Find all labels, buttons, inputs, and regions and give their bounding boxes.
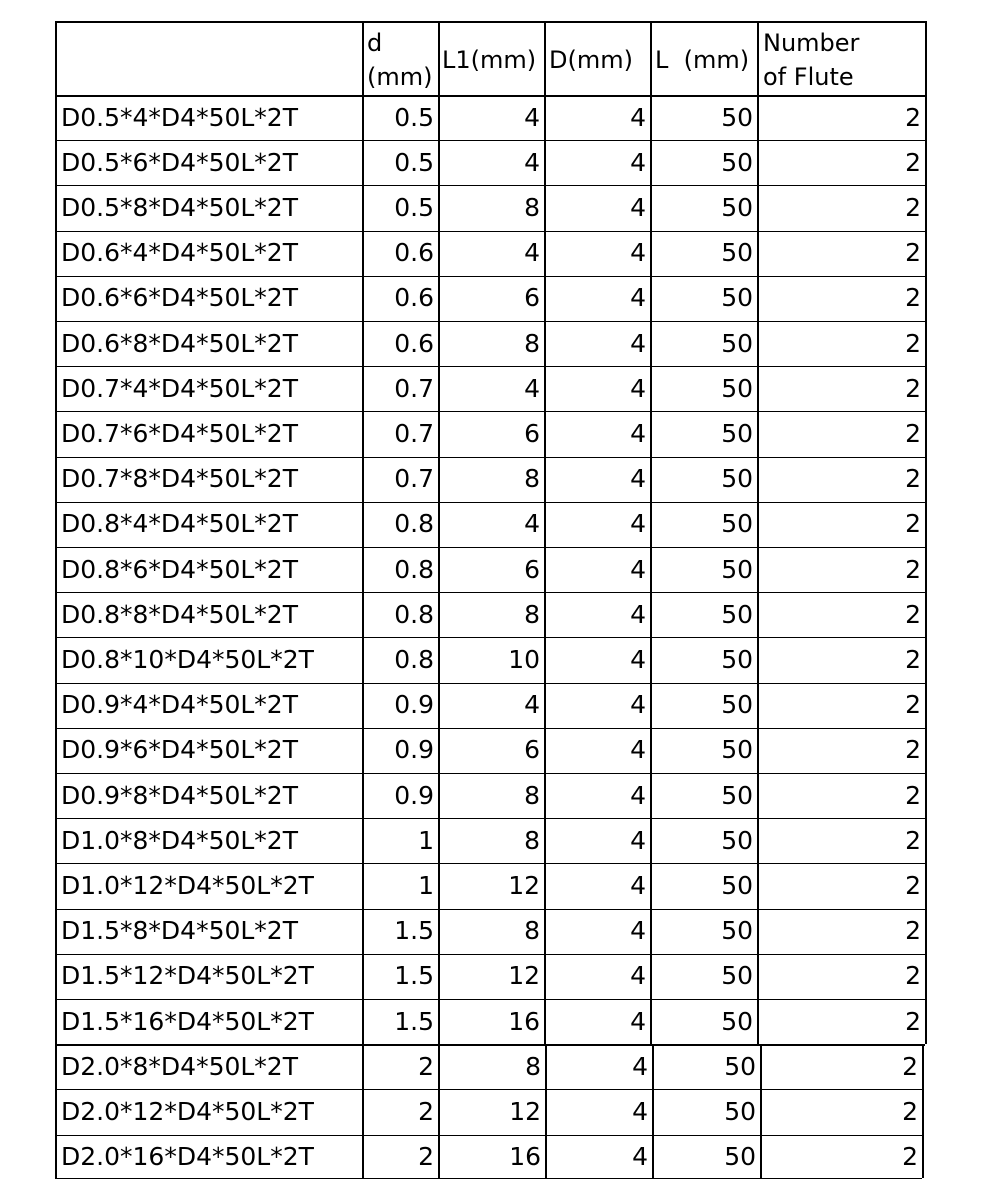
cell-d: 0.6 — [394, 328, 434, 358]
cell-flutes: 2 — [902, 1142, 918, 1172]
cell-name: D2.0*12*D4*50L*2T — [61, 1097, 314, 1126]
grid-line — [55, 637, 925, 638]
cell-l1: 8 — [524, 464, 540, 494]
cell-name: D0.8*4*D4*50L*2T — [61, 509, 298, 539]
cell-big-d: 4 — [630, 373, 646, 403]
cell-l1: 4 — [524, 102, 540, 132]
grid-line — [55, 411, 925, 412]
grid-line — [55, 457, 925, 458]
cell-l1: 16 — [508, 1006, 540, 1036]
cell-name: D0.6*4*D4*50L*2T — [61, 238, 298, 268]
cell-big-l: 50 — [721, 193, 753, 222]
grid-line — [55, 1089, 922, 1090]
grid-line — [55, 502, 925, 503]
cell-big-l: 50 — [721, 825, 753, 855]
cell-flutes: 2 — [905, 328, 921, 358]
cell-d: 2 — [418, 1142, 434, 1172]
header-l1: L1(mm) — [442, 46, 537, 74]
cell-d: 0.6 — [394, 238, 434, 268]
cell-big-d: 4 — [630, 464, 646, 494]
cell-d: 1.5 — [394, 1006, 434, 1036]
cell-big-d: 4 — [630, 554, 646, 584]
grid-line — [55, 366, 925, 367]
cell-big-d: 4 — [630, 283, 646, 313]
cell-big-l: 50 — [721, 735, 753, 765]
cell-d: 0.5 — [394, 147, 434, 177]
cell-d: 0.8 — [394, 509, 434, 539]
cell-name: D0.9*8*D4*50L*2T — [61, 780, 298, 810]
cell-d: 0.6 — [394, 283, 434, 313]
cell-flutes: 2 — [905, 509, 921, 539]
cell-big-d: 4 — [630, 328, 646, 358]
cell-big-d: 4 — [630, 193, 646, 222]
grid-line — [925, 21, 927, 1044]
cell-flutes: 2 — [905, 780, 921, 810]
cell-big-d: 4 — [630, 1006, 646, 1036]
cell-flutes: 2 — [905, 599, 921, 629]
cell-l1: 8 — [524, 599, 540, 629]
cell-big-l: 50 — [721, 102, 753, 132]
cell-big-d: 4 — [632, 1097, 648, 1126]
grid-line — [55, 909, 925, 910]
cell-flutes: 2 — [905, 871, 921, 900]
cell-l1: 8 — [524, 916, 540, 946]
header-flutes: Number — [763, 29, 860, 57]
cell-big-d: 4 — [630, 419, 646, 448]
cell-big-l: 50 — [721, 780, 753, 810]
cell-big-l: 50 — [721, 238, 753, 268]
cell-big-l: 50 — [721, 283, 753, 313]
cell-big-l: 50 — [721, 961, 753, 991]
cell-flutes: 2 — [905, 961, 921, 991]
grid-line — [55, 547, 925, 548]
cell-big-d: 4 — [632, 1142, 648, 1172]
header-d: d — [367, 29, 383, 57]
cell-flutes: 2 — [905, 193, 921, 222]
cell-d: 2 — [418, 1097, 434, 1126]
header-d-unit: (mm) — [367, 63, 433, 91]
cell-big-d: 4 — [630, 780, 646, 810]
cell-d: 0.5 — [394, 193, 434, 222]
cell-d: 0.9 — [394, 780, 434, 810]
cell-name: D0.8*10*D4*50L*2T — [61, 645, 314, 674]
cell-l1: 4 — [524, 690, 540, 720]
header-big-d: D(mm) — [549, 46, 633, 74]
cell-flutes: 2 — [905, 554, 921, 584]
grid-line — [55, 683, 925, 684]
cell-l1: 8 — [524, 328, 540, 358]
grid-line — [55, 728, 925, 729]
cell-d: 1 — [418, 825, 434, 855]
grid-line — [55, 863, 925, 864]
cell-flutes: 2 — [905, 102, 921, 132]
cell-big-l: 50 — [721, 373, 753, 403]
cell-d: 0.8 — [394, 599, 434, 629]
grid-line — [55, 1044, 925, 1046]
cell-big-l: 50 — [721, 690, 753, 720]
cell-d: 1.5 — [394, 916, 434, 946]
cell-name: D0.5*8*D4*50L*2T — [61, 193, 298, 222]
grid-line — [55, 1178, 922, 1179]
cell-d: 2 — [418, 1051, 434, 1081]
grid-line — [55, 1044, 57, 1178]
cell-d: 0.5 — [394, 102, 434, 132]
grid-line — [55, 276, 925, 277]
cell-d: 0.8 — [394, 554, 434, 584]
cell-big-d: 4 — [632, 1051, 648, 1081]
cell-flutes: 2 — [905, 283, 921, 313]
cell-big-l: 50 — [721, 554, 753, 584]
grid-line — [55, 21, 925, 23]
cell-name: D0.9*4*D4*50L*2T — [61, 690, 298, 720]
cell-l1: 12 — [508, 871, 540, 900]
header-flutes-unit: of Flute — [763, 63, 854, 91]
cell-flutes: 2 — [905, 373, 921, 403]
cell-name: D1.5*16*D4*50L*2T — [61, 1006, 314, 1036]
grid-line — [55, 140, 925, 141]
grid-line — [55, 954, 925, 955]
cell-flutes: 2 — [905, 735, 921, 765]
cell-big-l: 50 — [721, 871, 753, 900]
grid-line — [55, 321, 925, 322]
cell-big-d: 4 — [630, 599, 646, 629]
cell-big-d: 4 — [630, 690, 646, 720]
cell-l1: 8 — [524, 780, 540, 810]
cell-l1: 6 — [524, 419, 540, 448]
cell-big-d: 4 — [630, 735, 646, 765]
cell-name: D0.6*8*D4*50L*2T — [61, 328, 298, 358]
cell-big-d: 4 — [630, 961, 646, 991]
cell-name: D0.7*8*D4*50L*2T — [61, 464, 298, 494]
cell-name: D0.6*6*D4*50L*2T — [61, 283, 298, 313]
cell-big-d: 4 — [630, 871, 646, 900]
cell-big-l: 50 — [721, 328, 753, 358]
grid-line — [55, 773, 925, 774]
cell-flutes: 2 — [905, 690, 921, 720]
cell-name: D0.9*6*D4*50L*2T — [61, 735, 298, 765]
cell-l1: 6 — [524, 283, 540, 313]
cell-l1: 12 — [508, 961, 540, 991]
cell-l1: 6 — [524, 735, 540, 765]
cell-big-l: 50 — [721, 916, 753, 946]
grid-line — [55, 231, 925, 232]
header-big-l: L (mm) — [655, 46, 750, 74]
cell-big-l: 50 — [721, 645, 753, 674]
cell-big-l: 50 — [721, 509, 753, 539]
cell-d: 1 — [418, 871, 434, 900]
grid-line — [55, 818, 925, 819]
cell-l1: 4 — [524, 147, 540, 177]
cell-big-d: 4 — [630, 509, 646, 539]
cell-name: D2.0*16*D4*50L*2T — [61, 1142, 314, 1172]
cell-l1: 4 — [524, 238, 540, 268]
cell-big-d: 4 — [630, 916, 646, 946]
grid-line — [55, 185, 925, 186]
cell-flutes: 2 — [905, 147, 921, 177]
cell-l1: 8 — [524, 825, 540, 855]
cell-name: D1.0*12*D4*50L*2T — [61, 871, 314, 900]
cell-l1: 12 — [509, 1097, 541, 1126]
cell-name: D1.0*8*D4*50L*2T — [61, 825, 298, 855]
cell-name: D0.8*8*D4*50L*2T — [61, 599, 298, 629]
cell-l1: 10 — [508, 645, 540, 674]
cell-name: D2.0*8*D4*50L*2T — [61, 1051, 298, 1081]
cell-d: 1.5 — [394, 961, 434, 991]
cell-big-d: 4 — [630, 645, 646, 674]
cell-name: D1.5*8*D4*50L*2T — [61, 916, 298, 946]
cell-big-l: 50 — [721, 419, 753, 448]
cell-l1: 4 — [524, 509, 540, 539]
grid-line — [55, 999, 925, 1000]
cell-flutes: 2 — [905, 464, 921, 494]
cell-d: 0.9 — [394, 735, 434, 765]
cell-name: D0.5*6*D4*50L*2T — [61, 147, 298, 177]
cell-d: 0.9 — [394, 690, 434, 720]
cell-d: 0.8 — [394, 645, 434, 674]
cell-d: 0.7 — [394, 464, 434, 494]
cell-flutes: 2 — [905, 419, 921, 448]
cell-name: D0.8*6*D4*50L*2T — [61, 554, 298, 584]
cell-big-l: 50 — [721, 147, 753, 177]
cell-big-l: 50 — [721, 1006, 753, 1036]
cell-big-l: 50 — [721, 599, 753, 629]
grid-line — [55, 95, 925, 97]
cell-name: D0.5*4*D4*50L*2T — [61, 102, 298, 132]
cell-flutes: 2 — [902, 1051, 918, 1081]
grid-line — [922, 1044, 924, 1178]
cell-name: D1.5*12*D4*50L*2T — [61, 961, 314, 991]
cell-big-d: 4 — [630, 147, 646, 177]
grid-line — [55, 21, 57, 1044]
cell-big-l: 50 — [724, 1051, 756, 1081]
cell-flutes: 2 — [905, 916, 921, 946]
cell-l1: 6 — [524, 554, 540, 584]
cell-l1: 4 — [524, 373, 540, 403]
cell-name: D0.7*6*D4*50L*2T — [61, 419, 298, 448]
cell-d: 0.7 — [394, 419, 434, 448]
cell-big-l: 50 — [724, 1142, 756, 1172]
cell-flutes: 2 — [902, 1097, 918, 1126]
cell-big-l: 50 — [721, 464, 753, 494]
cell-l1: 8 — [524, 193, 540, 222]
cell-big-d: 4 — [630, 825, 646, 855]
cell-d: 0.7 — [394, 373, 434, 403]
cell-flutes: 2 — [905, 1006, 921, 1036]
cell-flutes: 2 — [905, 645, 921, 674]
cell-flutes: 2 — [905, 238, 921, 268]
grid-line — [55, 1135, 922, 1136]
cell-big-d: 4 — [630, 102, 646, 132]
cell-name: D0.7*4*D4*50L*2T — [61, 373, 298, 403]
cell-big-d: 4 — [630, 238, 646, 268]
grid-line — [55, 592, 925, 593]
cell-l1: 8 — [525, 1051, 541, 1081]
cell-big-l: 50 — [724, 1097, 756, 1126]
cell-flutes: 2 — [905, 825, 921, 855]
cell-l1: 16 — [509, 1142, 541, 1172]
